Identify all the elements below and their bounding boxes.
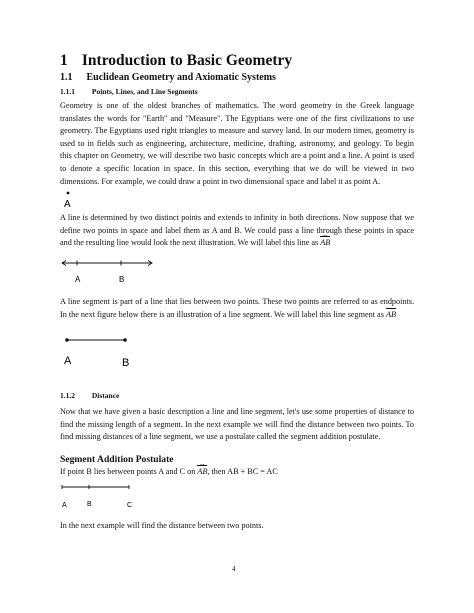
postulate-symbol: AB ↔	[197, 466, 207, 479]
section-number: 1	[60, 52, 68, 69]
line-symbol: AB ↔	[320, 237, 330, 250]
subsubsection-title: Distance	[91, 391, 120, 400]
paragraph-segment-text: A line segment is part of a line that lies between two points. These two points are referred to as endpoints. In the next figure below there is an illustration of a line segment. We will label this line segment as	[60, 297, 414, 319]
paragraph-next-example: In the next example will find the distance between two points.	[60, 521, 264, 530]
line-label-a: A	[75, 275, 81, 284]
page-number: 4	[232, 565, 236, 573]
segment-label-a: A	[64, 355, 72, 367]
section-title: Introduction to Basic Geometry	[81, 52, 293, 69]
subsubsection-number: 1.1.2	[60, 391, 75, 400]
point-label: A	[64, 199, 71, 210]
subsubsection-title: Points, Lines, and Line Segments	[91, 87, 198, 96]
subsection-number: 1.1	[60, 72, 73, 83]
segment-symbol: AB	[386, 309, 396, 322]
postulate-title: Segment Addition Postulate	[60, 454, 174, 465]
paragraph-line-text: A line is determined by two distinct points and extends to infinity in both directions. Now suppose that we define two points in space and label them as A and B. We could pass a line through these points in space and the resulting line would look the next illustration. We will label this line as	[60, 213, 414, 248]
addition-label-b: B	[87, 501, 92, 508]
postulate-text-before: If point B lies between points A and C on	[60, 467, 196, 476]
postulate-text-after: , then AB + BC = AC	[207, 467, 278, 476]
addition-label-c: C	[127, 502, 133, 509]
paragraph-intro: Geometry is one of the oldest branches of mathematics. The word geometry in the Greek language translates the words for "Earth" and "Measure". The Egyptians were one of the first civilizations to use geometry. The Egyptians used right triangles to measure and survey land. In our modern times, geometry is used to in fields such as engineering, architecture, medicine, drafting, astronomy, and geology. To begin this chapter on Geometry, we will describe two basic concepts which are a point and a line. A point is used to denote a specific location in space. In this section, everything that we do will be viewed in two dimensions. For example, we could draw a point in two dimensional space and label it as point A.	[60, 101, 414, 186]
line-label-b: B	[119, 275, 125, 284]
addition-label-a: A	[62, 502, 67, 509]
paragraph-distance: Now that we have given a basic description a line and line segment, let's use some properties of distance to find the missing length of a segment. In the next example we will find the distance between two points. To find missing distances of a line segment, we use a postulate called the segment addition postulate.	[60, 407, 414, 442]
subsection-title: Euclidean Geometry and Axiomatic Systems	[86, 72, 276, 83]
subsubsection-number: 1.1.1	[60, 87, 75, 96]
segment-label-b: B	[122, 357, 130, 369]
